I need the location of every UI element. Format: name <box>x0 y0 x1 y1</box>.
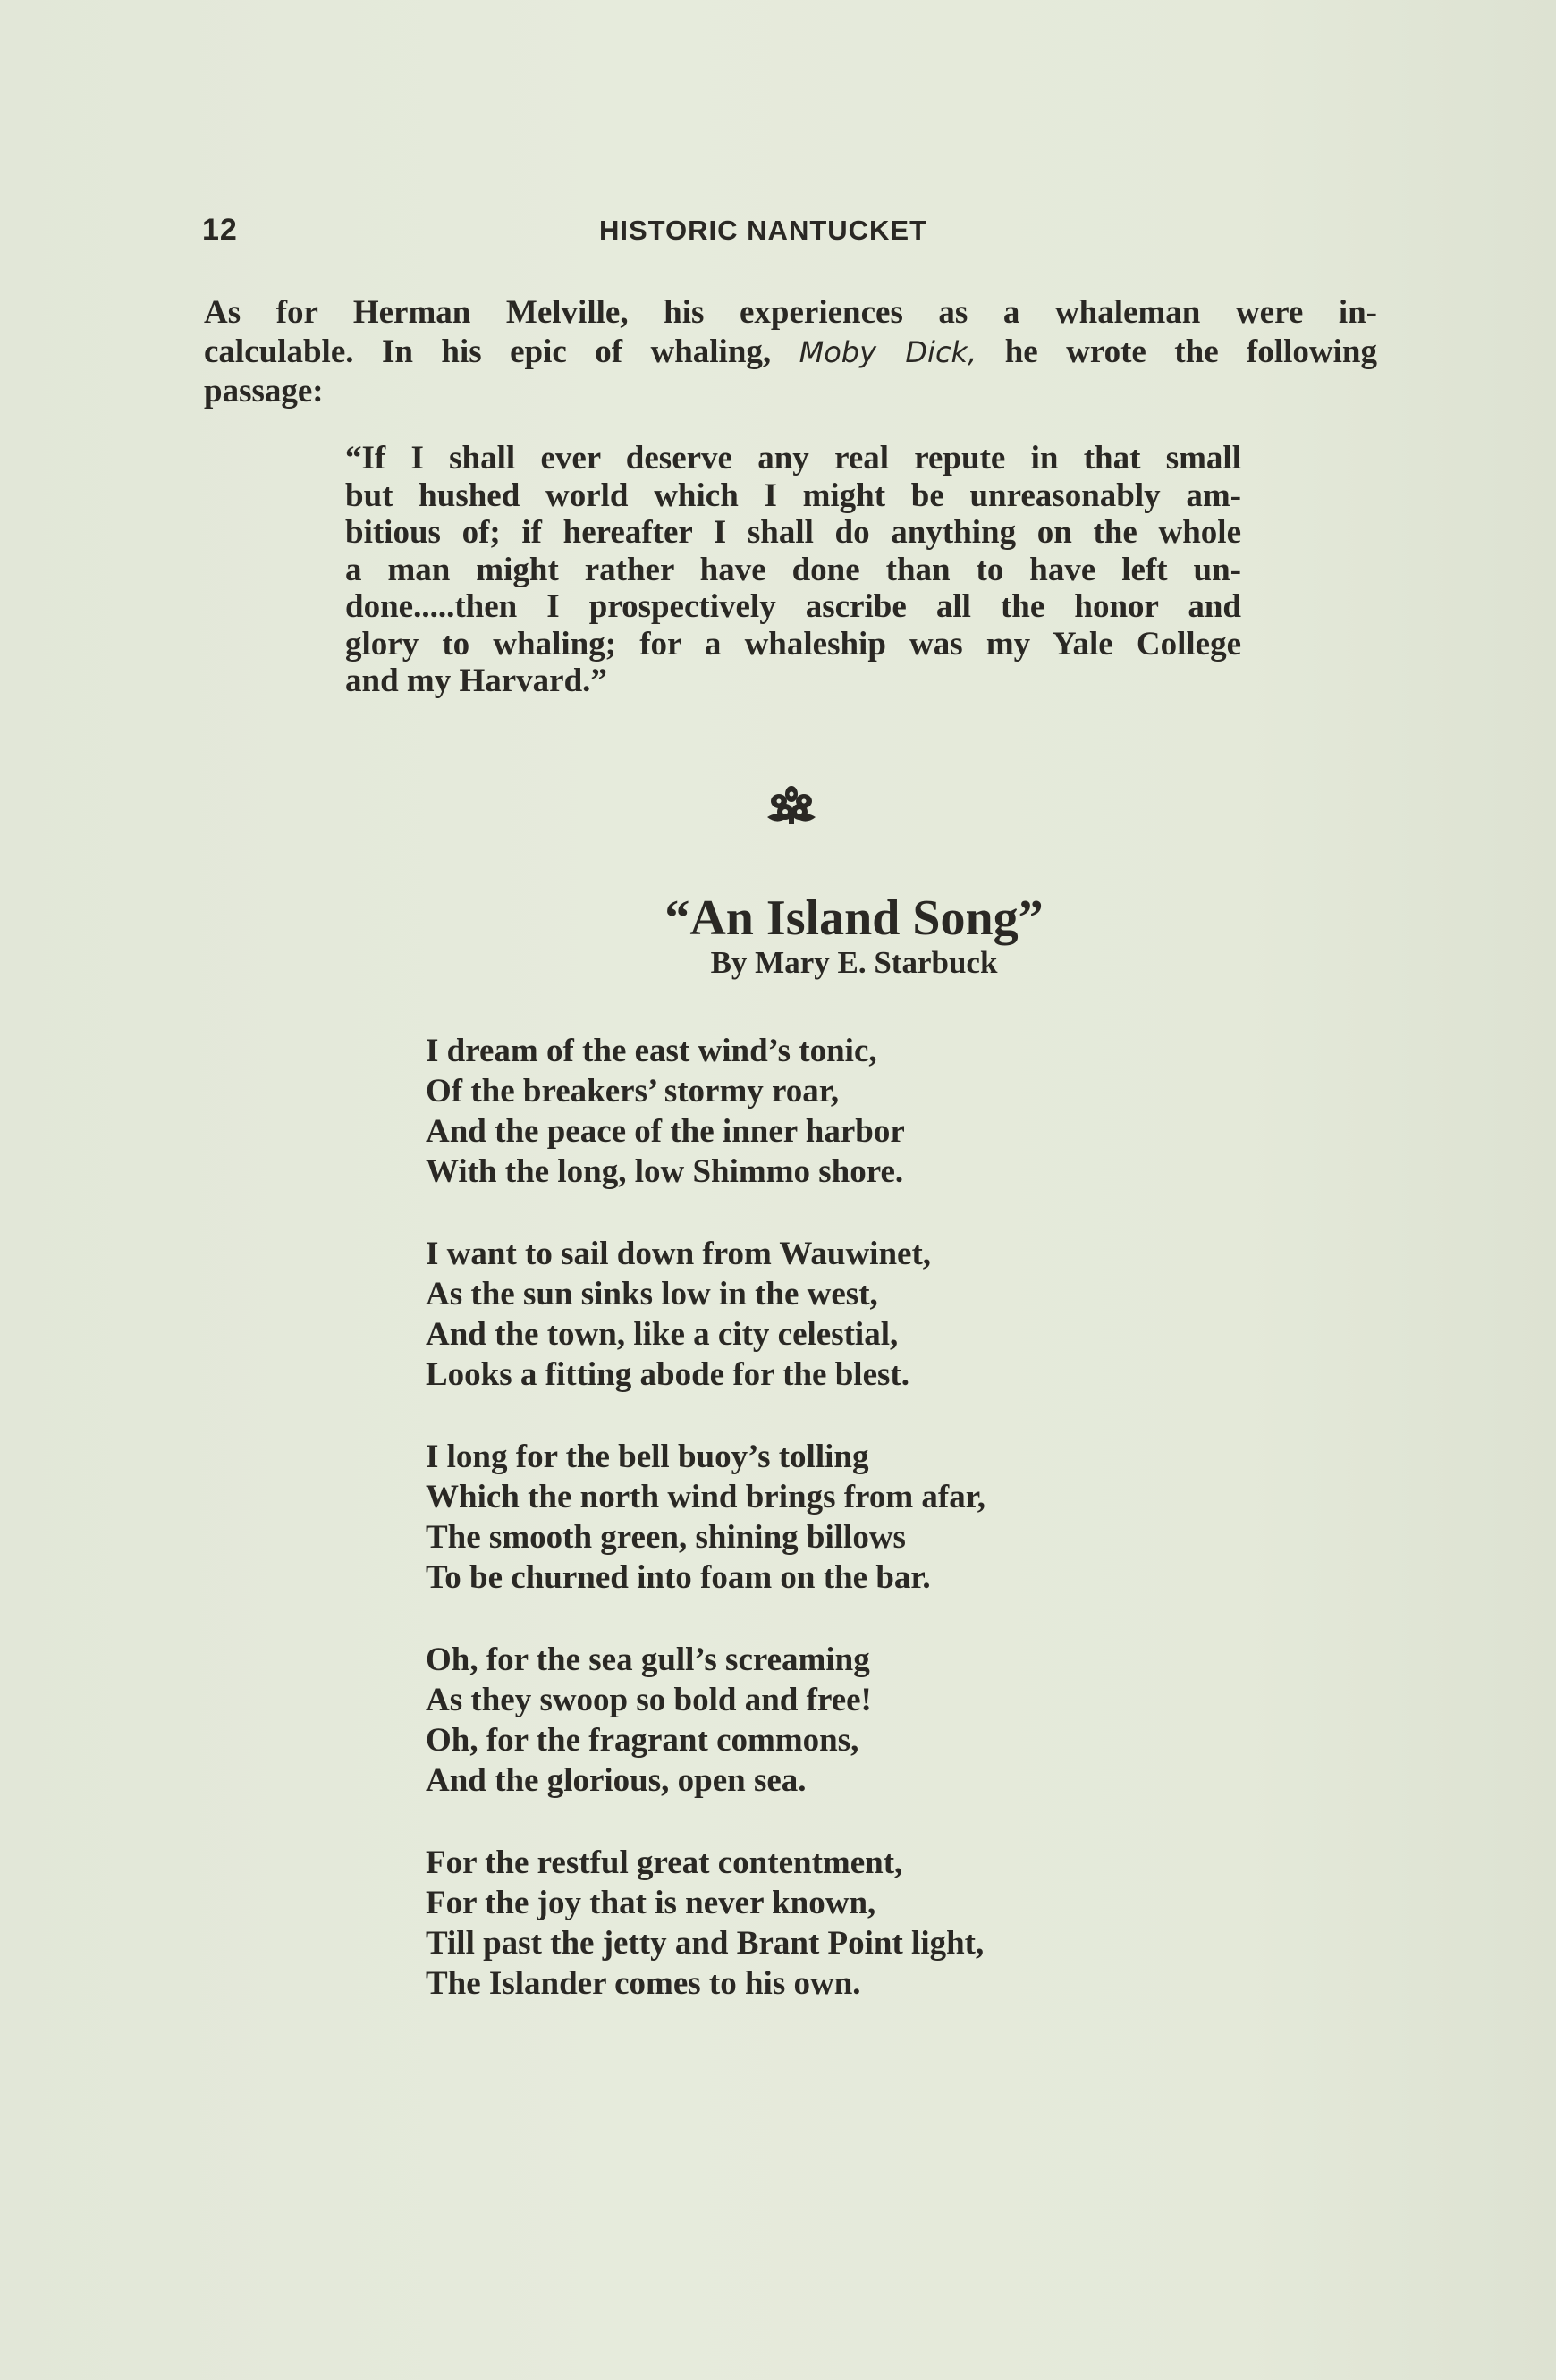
quote-line: “If I shall ever deserve any real repute in that small <box>345 440 1241 477</box>
poem-line: Till past the jetty and Brant Point light, <box>426 1925 985 1962</box>
poem-line: For the restful great contentment, <box>426 1844 903 1881</box>
poem-line: With the long, low Shimmo shore. <box>426 1153 904 1190</box>
page-header <box>202 213 1383 257</box>
poem-line: And the peace of the inner harbor <box>426 1113 905 1150</box>
poem-body <box>426 1031 1230 2046</box>
intro-paragraph <box>204 293 1377 411</box>
quote-line: and my Harvard.” <box>345 663 607 699</box>
poem-line: As the sun sinks low in the west, <box>426 1276 878 1312</box>
poem-line: Of the breakers’ stormy roar, <box>426 1073 840 1110</box>
stanza <box>426 1843 1230 2004</box>
poem-line: I want to sail down from Wauwinet, <box>426 1236 932 1272</box>
poem-line: As they swoop so bold and free! <box>426 1682 872 1718</box>
poem-author: By Mary E. Starbuck <box>710 945 998 980</box>
stanza <box>426 1031 1230 1192</box>
floral-ornament-icon <box>764 783 819 826</box>
book-title: Moby Dick, <box>799 335 977 369</box>
poem-line: And the town, like a city celestial, <box>426 1316 899 1353</box>
intro-line: passage: <box>204 373 324 409</box>
quote-line: glory to whaling; for a whaleship was my Yale College <box>345 625 1241 663</box>
intro-line: As for Herman Melville, his experiences as a whaleman were in- <box>204 294 1377 331</box>
stanza <box>426 1640 1230 1801</box>
poem-line: Looks a fitting abode for the blest. <box>426 1356 909 1393</box>
block-quote <box>345 440 1241 700</box>
poem-line: The smooth green, shining billows <box>426 1519 906 1556</box>
poem-line: For the joy that is never known, <box>426 1885 876 1921</box>
poem-title: “An Island Song” <box>664 890 1044 946</box>
poem-line: I long for the bell buoy’s tolling <box>426 1439 869 1475</box>
quote-line: done.....then I prospectively ascribe all the honor and <box>345 588 1241 625</box>
stanza <box>426 1437 1230 1598</box>
quote-line: bitious of; if hereafter I shall do anything on the whole <box>345 514 1241 551</box>
poem-line: And the glorious, open sea. <box>426 1762 807 1799</box>
quote-line: but hushed world which I might be unreasonably am- <box>345 477 1241 514</box>
poem-line: Oh, for the fragrant commons, <box>426 1722 859 1759</box>
intro-line <box>204 333 1377 372</box>
page-number: 12 <box>202 213 238 247</box>
intro-text: he wrote the following <box>977 333 1378 370</box>
running-head: HISTORIC NANTUCKET <box>599 215 928 246</box>
intro-text: calculable. In his epic of whaling, <box>204 333 799 370</box>
poem-line: Oh, for the sea gull’s screaming <box>426 1642 870 1678</box>
stanza <box>426 1234 1230 1395</box>
poem-line: Which the north wind brings from afar, <box>426 1479 985 1515</box>
poem-line: The Islander comes to his own. <box>426 1965 861 2002</box>
quote-line: a man might rather have done than to have left un- <box>345 551 1241 588</box>
poem-line: To be churned into foam on the bar. <box>426 1559 931 1596</box>
poem-line: I dream of the east wind’s tonic, <box>426 1033 877 1069</box>
